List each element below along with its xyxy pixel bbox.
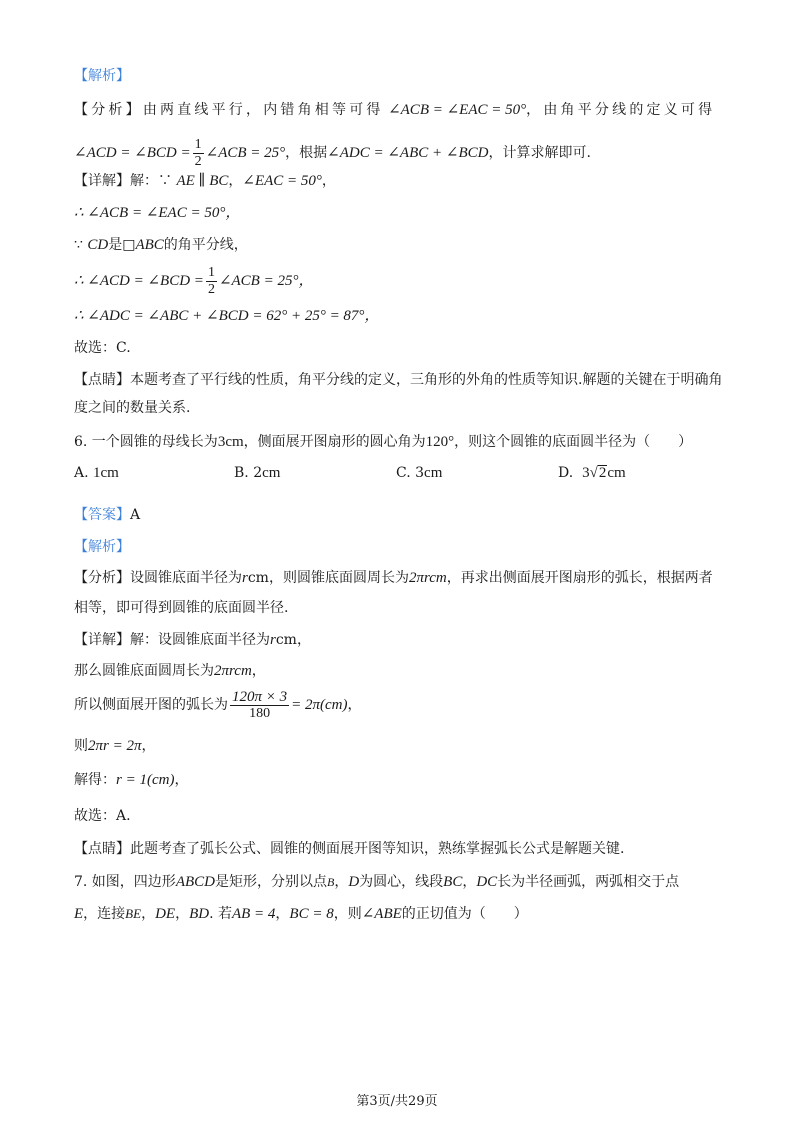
q6-step5: 解得：r = 1(cm)， [74, 772, 189, 788]
q6-analysis-line1: 【分析】设圆锥底面半径为rcm，则圆锥底面圆周长为2πrcm，再求出侧面展开图扇形的弧长，根据两者 [74, 570, 713, 586]
q6-step2: 那么圆锥底面圆周长为2πrcm， [74, 663, 266, 679]
q7-stem-line2: E，连接BE，DE，BD. 若AB = 4，BC = 8，则∠ABE的正切值为（ ） [74, 906, 528, 922]
missing-glyph-box: □ [122, 237, 136, 253]
q6-stem: 6. 一个圆锥的母线长为3cm，侧面展开图扇形的圆心角为120°，则这个圆锥的底面圆半径为（ ） [74, 434, 693, 450]
q5-choice: 故选：C. [74, 340, 131, 356]
fraction: $\frac{1}{2}$ [207, 264, 215, 297]
analysis-label: 【分析】 [74, 570, 130, 586]
fraction: $\frac{120\pi \times 3}{180}$ [232, 688, 288, 721]
option-c: C. 3cm [396, 465, 443, 481]
q6-detail-line: 【详解】解：设圆锥底面半径为rcm， [74, 632, 311, 648]
q5-comment-line2: 度之间的数量关系. [74, 400, 191, 416]
q6-choice: 故选：A. [74, 808, 131, 824]
sqrt-symbol: √ [589, 465, 598, 481]
q6-step3: 所以侧面展开图的弧长为 $\frac{120\pi \times 3}{180}$ = 2π(cm)， [74, 688, 362, 721]
q5-comment-line1: 【点睛】本题考查了平行线的性质，角平分线的定义，三角形的外角的性质等知识.解题的关键在于明确角 [74, 372, 723, 388]
comment-label: 【点睛】 [74, 372, 130, 388]
q7-stem-line1: 7. 如图，四边形ABCD是矩形，分别以点B，D为圆心，线段BC，DC长为半径画弧，两弧相交于点 [74, 874, 680, 890]
q5-analysis-line2: ∠ACD = ∠BCD = $\frac{1}{2}$ ∠ACB = 25°，根据∠ADC = ∠ABC + ∠BCD，计算求解即可. [74, 136, 591, 169]
q5-step1: ∴ ∠ACB = ∠EAC = 50°， [74, 205, 241, 221]
option-b: B. 2cm [234, 465, 281, 481]
math-expr: ∠ACB = ∠EAC = 50° [388, 102, 527, 118]
q5-detail-line: 【详解】解：∵ AE ∥ BC，∠EAC = 50°， [74, 173, 336, 189]
q5-step4: ∴ ∠ADC = ∠ABC + ∠BCD = 62° + 25° = 87°， [74, 308, 380, 324]
q6-answer: 【答案】A [74, 507, 141, 523]
q5-step2: ∵ CD是□ABC的角平分线， [74, 237, 248, 253]
q6-analysis-line2: 相等，即可得到圆锥的底面圆半径. [74, 600, 289, 616]
q6-step4: 则2πr = 2π， [74, 738, 156, 754]
detail-label: 【详解】 [74, 173, 130, 189]
q5-step3: ∴ ∠ACD = ∠BCD = $\frac{1}{2}$ ∠ACB = 25°， [74, 264, 314, 297]
answer-label: 【答案】 [74, 507, 130, 523]
fraction: $\frac{1}{2}$ [194, 136, 202, 169]
q5-analysis-line1: 【分析】由两直线平行，内错角相等可得 ∠ACB = ∠EAC = 50°，由角平分线的定义可得 [74, 102, 716, 118]
option-d: D. 3√2cm [558, 465, 626, 481]
page-footer: 第3页/共29页 [356, 1094, 438, 1109]
analysis-label: 【分析】 [74, 102, 143, 118]
analysis-tag: 【解析】 [74, 68, 130, 84]
comment-label: 【点睛】 [74, 841, 130, 857]
radicand: 2 [598, 465, 607, 481]
analysis-tag: 【解析】 [74, 539, 130, 555]
detail-label: 【详解】 [74, 632, 130, 648]
option-a: A. 1cm [74, 465, 119, 481]
q6-comment: 【点睛】此题考查了弧长公式、圆锥的侧面展开图等知识，熟练掌握弧长公式是解题关键. [74, 841, 625, 857]
